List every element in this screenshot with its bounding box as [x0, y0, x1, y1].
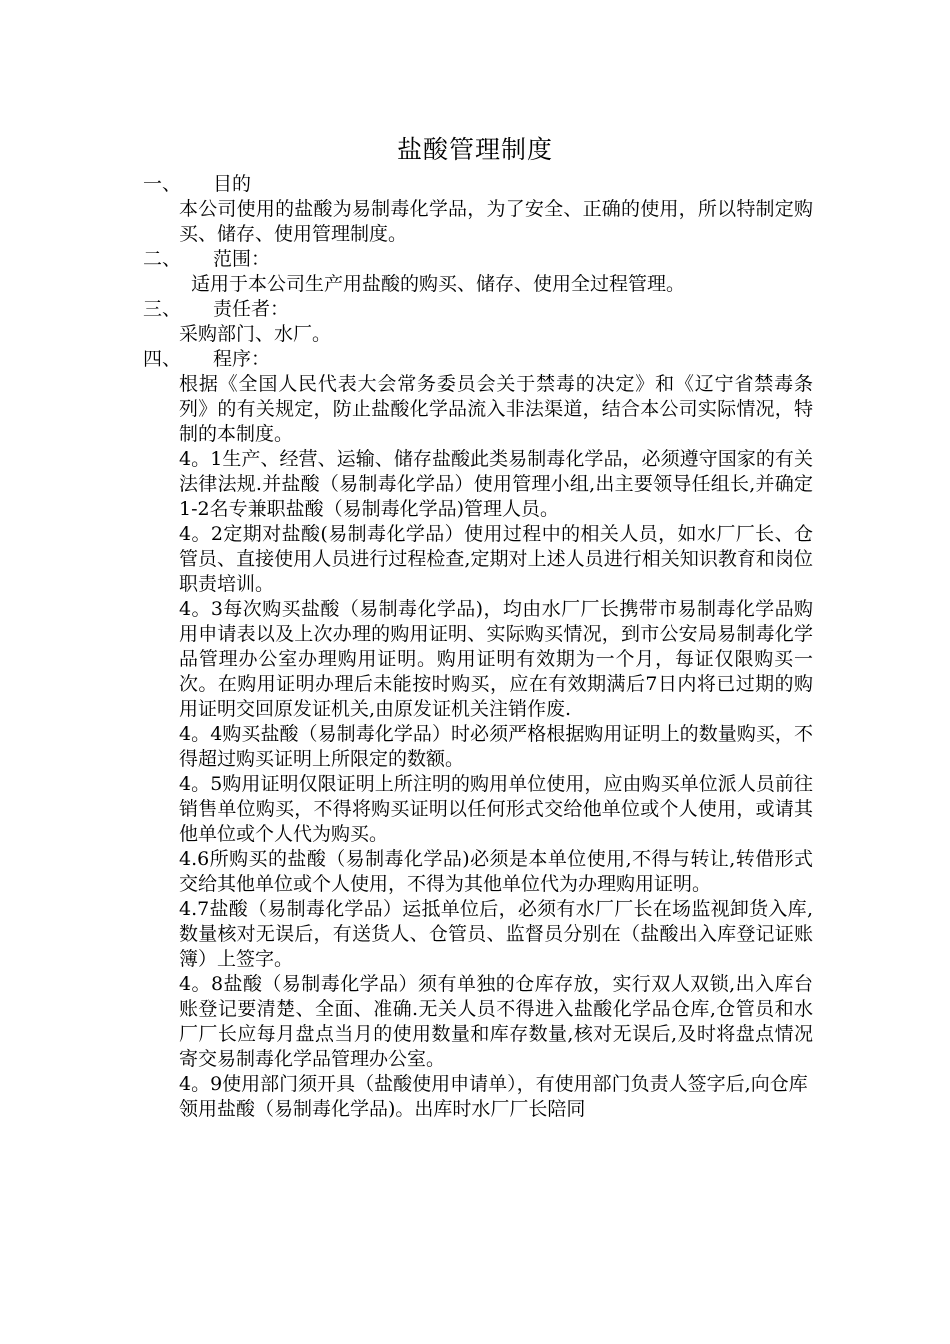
section-heading-scope	[143, 247, 813, 272]
paragraph: 4。5购用证明仅限证明上所注明的购用单位使用，应由购买单位派人员前往销售单位购买，不得将购买证明以任何形式交给他单位或个人使用，或请其他单位或个人代为购买。	[179, 773, 813, 845]
section-number: 一、	[143, 173, 182, 195]
section-number: 二、	[143, 248, 182, 270]
paragraph: 适用于本公司生产用盐酸的购买、储存、使用全过程管理。	[191, 273, 686, 295]
paragraph: 4。3每次购买盐酸（易制毒化学品)，均由水厂厂长携带市易制毒化学品购用申请表以及上次办理的购用证明、实际购买情况，到市公安局易制毒化学品管理办公室办理购用证明。购用证明有效期为一个月，每证仅限购买一次。在购用证明办理后未能按时购买，应在有效期满后7日内将已过期的购用证明交回原发证机关,由原发证机关注销作废.	[179, 598, 813, 720]
paragraph: 4。8盐酸（易制毒化学品）须有单独的仓库存放，实行双人双锁,出入库台账登记要清楚、全面、准确.无关人员不得进入盐酸化学品仓库,仓管员和水厂厂长应每月盘点当月的使用数量和库存数量,核对无误后,及时将盘点情况寄交易制毒化学品管理办公室。	[179, 973, 813, 1070]
paragraph: 4。2定期对盐酸(易制毒化学品）使用过程中的相关人员，如水厂厂长、仓管员、直接使用人员进行过程检查,定期对上述人员进行相关知识教育和岗位职责培训。	[179, 523, 813, 595]
section-heading-responsible	[143, 297, 813, 322]
section-label: 范围：	[213, 248, 271, 270]
paragraph: 4.6所购买的盐酸（易制毒化学品)必须是本单位使用,不得与转让,转借形式交给其他单位或个人使用，不得为其他单位代为办理购用证明。	[179, 848, 813, 895]
paragraph: 4。4购买盐酸（易制毒化学品）时必须严格根据购用证明上的数量购买，不得超过购买证明上所限定的数额。	[179, 723, 813, 770]
section-label: 责任者：	[213, 298, 290, 320]
paragraph: 4.7盐酸（易制毒化学品）运抵单位后，必须有水厂厂长在场监视卸货入库,数量核对无误后，有送货人、仓管员、监督员分别在（盐酸出入库登记证账簿）上签字。	[179, 898, 813, 970]
document-body	[143, 172, 813, 1122]
section-heading-procedure	[143, 347, 813, 372]
section-label: 目的	[213, 173, 252, 195]
section-number: 四、	[143, 348, 182, 370]
paragraph: 4。1生产、经营、运输、储存盐酸此类易制毒化学品，必须遵守国家的有关法律法规.并盐酸（易制毒化学品）使用管理小组,出主要领导任组长,并确定1-2名专兼职盐酸（易制毒化学品)管理人员。	[179, 448, 813, 520]
page-title: 盐酸管理制度	[396, 135, 553, 164]
section-number: 三、	[143, 298, 182, 320]
section-heading-purpose	[143, 172, 813, 197]
section-label: 程序：	[213, 348, 271, 370]
paragraph: 4。9使用部门须开具（盐酸使用申请单），有使用部门负责人签字后,向仓库领用盐酸（易制毒化学品)。出库时水厂厂长陪同	[179, 1073, 808, 1120]
paragraph: 本公司使用的盐酸为易制毒化学品，为了安全、正确的使用，所以特制定购买、储存、使用管理制度。	[179, 198, 813, 245]
paragraph: 采购部门、水厂。	[179, 323, 332, 345]
paragraph: 根据《全国人民代表大会常务委员会关于禁毒的决定》和《辽宁省禁毒条列》的有关规定，防止盐酸化学品流入非法渠道，结合本公司实际情况，特制的本制度。	[179, 373, 813, 445]
